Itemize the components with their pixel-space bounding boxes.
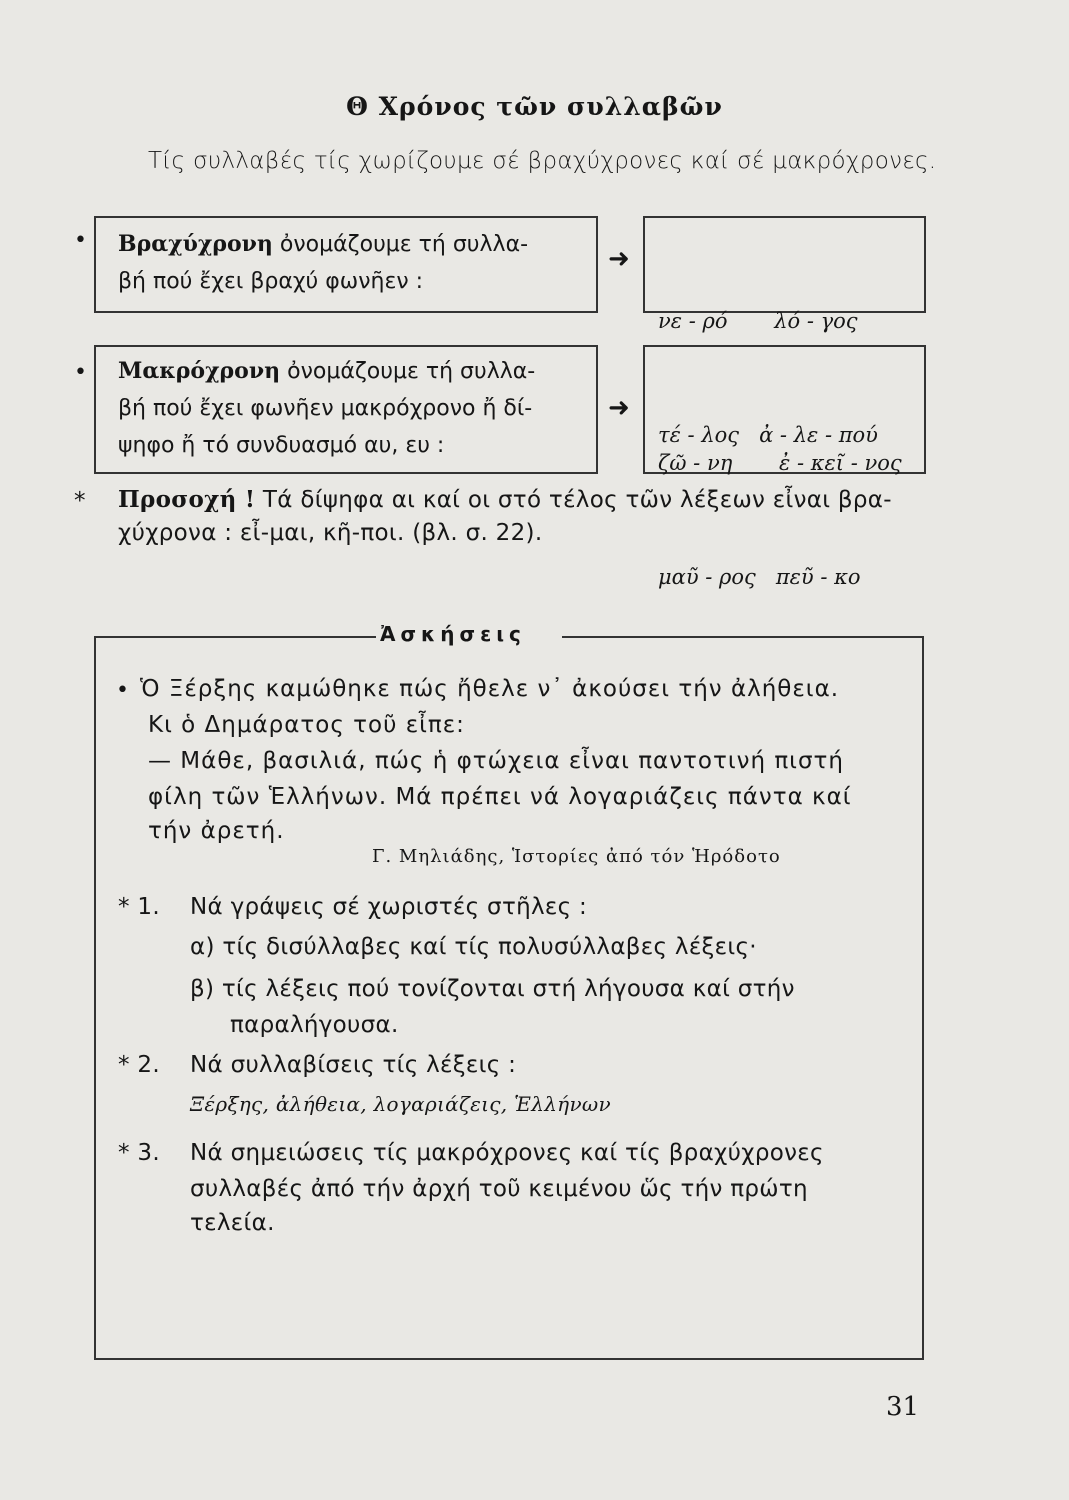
- definition-long-text: [118, 353, 535, 464]
- passage-line-3: — Μάθε, βασιλιά, πώς ἡ φτώχεια εἶναι παντοτινή πιστή: [148, 748, 844, 774]
- passage-source: Γ. Μηλιάδης, Ἱστορίες ἀπό τόν Ἡρόδοτο: [372, 846, 781, 867]
- task3-line2: συλλαβές ἀπό τήν ἀρχή τοῦ κειμένου ὥς τήν πρώτη: [190, 1176, 808, 1202]
- definition-short-line2: βή πού ἔχει βραχύ φωνῆεν :: [118, 269, 424, 294]
- examples-long-line2: μαῦ - ρος πεῦ - κο: [658, 565, 861, 589]
- exercises-rule-right: [562, 636, 922, 638]
- definition-long-line2: βή πού ἔχει φωνῆεν μακρόχρονο ἤ δί-: [118, 396, 533, 421]
- passage-line-4: φίλη τῶν Ἑλλήνων. Μά πρέπει νά λογαριάζεις πάντα καί: [148, 784, 852, 810]
- bullet-icon: •: [116, 678, 129, 703]
- arrow-right-icon: ➜: [608, 393, 630, 423]
- note-line1: [118, 486, 892, 513]
- examples-long-line1: ζῶ - νη ἐ - κεῖ - νος: [658, 451, 902, 475]
- page-number: 31: [886, 1392, 920, 1422]
- note-line2: χύχρονα : εἶ-μαι, κῆ-ποι. (βλ. σ. 22).: [118, 520, 543, 546]
- task1-a: α) τίς δισύλλαβες καί τίς πολυσύλλαβες λέξεις·: [190, 934, 757, 960]
- task1-number: * 1.: [118, 894, 160, 920]
- term-short: Βραχύχρονη: [118, 231, 273, 257]
- examples-short-line2: τέ - λος ἀ - λε - πού: [658, 423, 878, 447]
- definition-long-line3: ψηφο ἤ τό συνδυασμό αυ, ευ :: [118, 433, 445, 458]
- task2-number: * 2.: [118, 1052, 160, 1078]
- intro-question: Τίς συλλαβές τίς χωρίζουμε σέ βραχύχρονες καί σέ μακρόχρονες.: [148, 148, 937, 174]
- exercises-rule-left: [94, 636, 376, 638]
- passage-line-1: Ὁ Ξέρξης καμώθηκε πώς ἤθελε ν᾽ ἀκούσει τήν ἀλήθεια.: [140, 676, 840, 702]
- task1-b2: παραλήγουσα.: [230, 1012, 399, 1038]
- task1-b1: β) τίς λέξεις πού τονίζονται στή λήγουσα καί στήν: [190, 976, 795, 1002]
- examples-short-line1: νε - ρό λό - γος: [658, 309, 858, 333]
- bullet-icon: •: [74, 360, 87, 385]
- task2-words: Ξέρξης, ἀλήθεια, λογαριάζεις, Ἑλλήνων: [190, 1092, 611, 1116]
- note-star-icon: *: [74, 488, 86, 514]
- passage-line-2: Κι ὁ Δημάρατος τοῦ εἶπε:: [148, 712, 465, 738]
- definition-short-line1: ὀνομάζουμε τή συλλα-: [272, 232, 529, 257]
- passage-line-5: τήν ἀρετή.: [148, 818, 285, 844]
- note-text1: Τά δίψηφα αι καί οι στό τέλος τῶν λέξεων εἶναι βρα-: [255, 487, 892, 513]
- bullet-icon: •: [74, 228, 87, 253]
- note-label: Προσοχή !: [118, 486, 256, 513]
- task3-line3: τελεία.: [190, 1210, 275, 1236]
- section-title: Θ Χρόνος τῶν συλλαβῶν: [346, 92, 723, 121]
- task3-number: * 3.: [118, 1140, 160, 1166]
- examples-long: [658, 368, 902, 672]
- definition-long-line1: ὀνομάζουμε τή συλλα-: [280, 359, 536, 384]
- arrow-right-icon: ➜: [608, 244, 630, 274]
- task3-line1: Νά σημειώσεις τίς μακρόχρονες καί τίς βραχύχρονες: [190, 1140, 824, 1166]
- exercises-heading: Ἀσκήσεις: [380, 622, 526, 646]
- definition-short-text: [118, 226, 528, 300]
- task1-text: Νά γράψεις σέ χωριστές στῆλες :: [190, 894, 588, 920]
- term-long: Μακρόχρονη: [118, 358, 281, 384]
- task2-text: Νά συλλαβίσεις τίς λέξεις :: [190, 1052, 517, 1078]
